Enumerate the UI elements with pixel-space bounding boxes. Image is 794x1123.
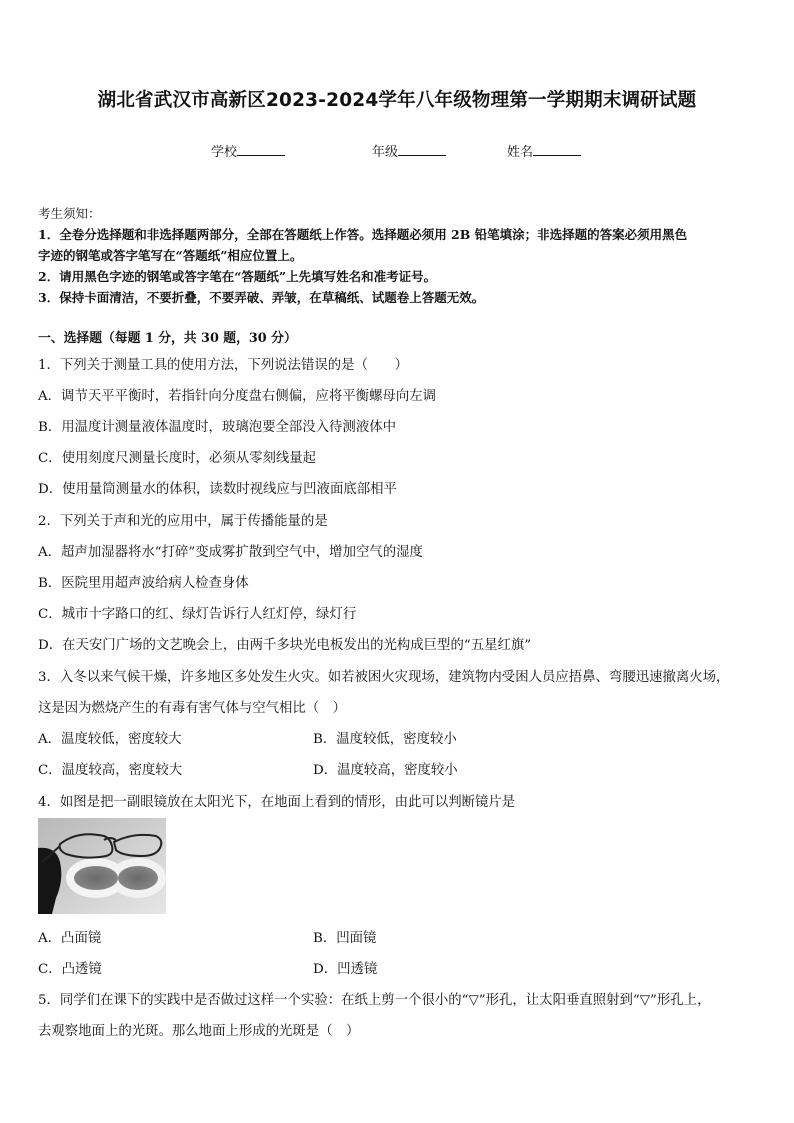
- question-1-option-c: C．使用刻度尺测量长度时，必须从零刻线量起: [38, 451, 317, 466]
- name-label: 姓名: [507, 145, 534, 160]
- notes-item: 字迹的钢笔或答字笔写在“答题纸”相应位置上。: [38, 248, 303, 263]
- question-4-stem: 4．如图是把一副眼镜放在太阳光下，在地面上看到的情形，由此可以判断镜片是: [38, 795, 516, 810]
- question-5-stem-line-2: 去观察地面上的光斑。那么地面上形成的光斑是（ ）: [38, 1024, 360, 1039]
- exam-notes: [38, 203, 758, 308]
- question-3-option-c: C．温度较高，密度较大: [38, 763, 183, 778]
- question-4-option-a: A．凸面镜: [38, 931, 102, 946]
- question-2-option-d: D．在天安门广场的文艺晚会上，由两千多块光电板发出的光构成巨型的“五星红旗”: [38, 638, 532, 653]
- question-2-option-c: C．城市十字路口的红、绿灯告诉行人红灯停，绿灯行: [38, 607, 357, 622]
- glasses-shadow-photo: [38, 818, 166, 914]
- grade-blank: [398, 143, 446, 156]
- question-5-stem-line-1: 5．同学们在课下的实践中是否做过这样一个实验：在纸上剪一个很小的“▽”形孔，让太阳垂直照射到“▽”形孔上，: [38, 993, 711, 1008]
- school-label: 学校: [211, 145, 238, 160]
- question-1-option-a: A．调节天平平衡时，若指针向分度盘右侧偏，应将平衡螺母向左调: [38, 389, 436, 404]
- school-blank: [237, 143, 285, 156]
- question-3-option-a: A．温度较低，密度较大: [38, 732, 182, 747]
- question-2-option-a: A．超声加湿器将水“打碎”变成雾扩散到空气中，增加空气的湿度: [38, 545, 423, 560]
- question-3-stem-line-1: 3．入冬以来气候干燥，许多地区多处发生火灾。如若被困火灾现场，建筑物内受困人员应捂鼻、弯腰迅速撤离火场，: [38, 670, 730, 685]
- school-field: [211, 141, 285, 160]
- question-1-option-d: D．使用量筒测量水的体积，读数时视线应与凹液面底部相平: [38, 482, 397, 497]
- notes-item: 1．全卷分选择题和非选择题两部分，全部在答题纸上作答。选择题必须用 2B 铅笔填涂；非选择题的答案必须用黑色: [38, 227, 688, 242]
- question-3-option-b: B．温度较低，密度较小: [313, 732, 457, 747]
- question-2-option-b: B．医院里用超声波给病人检查身体: [38, 576, 249, 591]
- section-heading: 一、选择题（每题 1 分，共 30 题，30 分）: [38, 331, 297, 346]
- question-3-option-d: D．温度较高，密度较小: [313, 763, 458, 778]
- exam-title: 湖北省武汉市高新区2023-2024学年八年级物理第一学期期末调研试题: [97, 90, 697, 111]
- question-1-option-b: B．用温度计测量液体温度时，玻璃泡要全部没入待测液体中: [38, 420, 396, 435]
- grade-label: 年级: [372, 145, 399, 160]
- name-field: [507, 141, 581, 160]
- question-3-stem-line-2: 这是因为燃烧产生的有毒有害气体与空气相比（ ）: [38, 701, 346, 716]
- notes-item: 2．请用黑色字迹的钢笔或答字笔在“答题纸”上先填写姓名和准考证号。: [38, 269, 437, 284]
- question-4-option-b: B．凹面镜: [313, 931, 377, 946]
- question-1-stem: 1．下列关于测量工具的使用方法，下列说法错误的是（ ）: [38, 358, 409, 373]
- question-4-option-d: D．凹透镜: [313, 962, 378, 977]
- name-blank: [533, 143, 581, 156]
- grade-field: [372, 141, 446, 160]
- question-2-stem: 2．下列关于声和光的应用中，属于传播能量的是: [38, 514, 328, 529]
- notes-item: 3．保持卡面清洁，不要折叠，不要弄破、弄皱，在草稿纸、试题卷上答题无效。: [38, 290, 485, 305]
- question-4-option-c: C．凸透镜: [38, 962, 102, 977]
- notes-heading: 考生须知：: [38, 206, 101, 221]
